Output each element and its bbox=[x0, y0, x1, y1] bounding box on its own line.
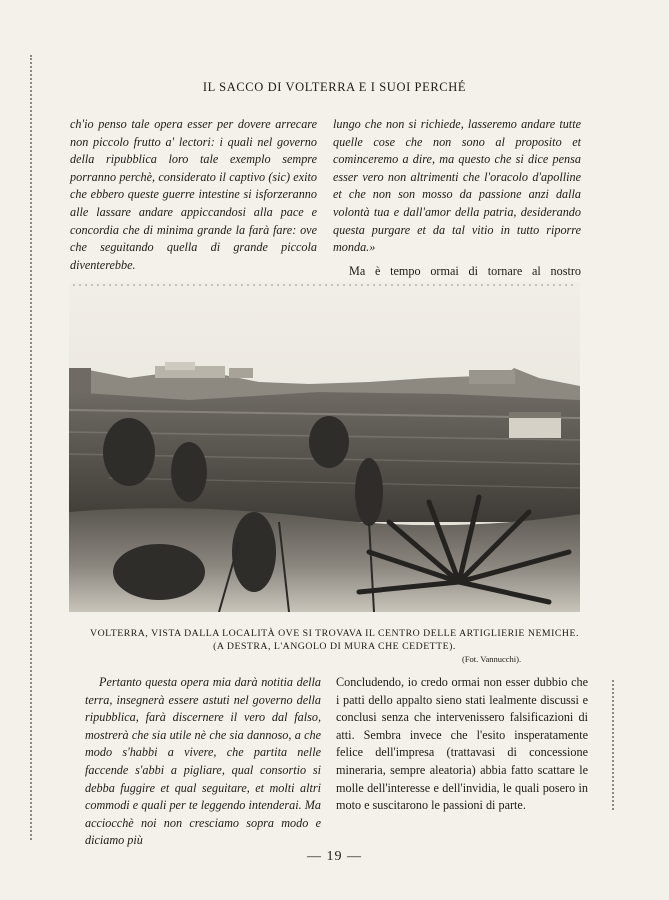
top-left-column bbox=[70, 116, 317, 274]
running-head: IL SACCO DI VOLTERRA E I SUOI PERCHÉ bbox=[202, 80, 467, 94]
photo-credit: (Fot. Vannucchi). bbox=[462, 654, 522, 664]
bottom-left-column bbox=[85, 674, 321, 850]
caption-line-1: VOLTERRA, VISTA DALLA LOCALITÀ OVE SI TROVAVA IL CENTRO DELLE ARTIGLIERIE NEMICHE. bbox=[90, 628, 579, 639]
photo-caption bbox=[60, 627, 609, 653]
top-right-paragraph: Ma è tempo ormai di tornare al nostro bbox=[349, 263, 581, 278]
bottom-right-column bbox=[336, 674, 588, 815]
bottom-left-paragraph: Pertanto questa opera mia darà notitia della terra, insegnerà essere astuti nel governo della ripubblica, farà discernere il vero dal falso, mostrerà che sia utile nè che sia dannoso, a che modo s'habbi a vivere, che partita nelle faccende s'abbi a pigliare, qual consortio si debba fuggire et qual seguitare, et molti altri commodi e quali per te leggendo intenderai. Ma acciocchè noi non cresciamo sopra modo e diciamo più bbox=[85, 675, 321, 848]
volterra-photo bbox=[69, 282, 580, 612]
left-margin-ornament bbox=[30, 55, 32, 840]
top-right-quote: lungo che non si richiede, lasseremo andare tutte quelle cose che non sono al proposito et cominceremo a dire, ma questo che si dice pensa esser vero non altrimenti che l'oracolo d'apolline et che non son mosso da passione anzi dalla volontà tua e dall'amor della patria, desiderando questa purgare et da tal vitio in tutto riporre monda.» bbox=[333, 117, 581, 255]
right-margin-ornament bbox=[612, 680, 614, 810]
caption-line-2: (A DESTRA, L'ANGOLO DI MURA CHE CEDETTE). bbox=[213, 641, 456, 652]
top-left-paragraph: ch'io penso tale opera esser per dovere arrecare non piccolo frutto a' lectori: i quali nel governo della ripubblica loro tale exemplo sempre porranno perchè, considerato il captivo (sic) exito che ebbero queste guerre intestine si isforzeranno alle lassare andare appiccandosi alla pace e concordia che di minima grande la farà fare: ove che seguitando quella di grande piccola diventerebbe. bbox=[70, 117, 317, 272]
bottom-right-paragraph: Concludendo, io credo ormai non esser dubbio che i patti dello appalto sieno stati lealmente discussi e conclusi senza che intervenissero falsificazioni di atti. Sembra invece che l'esito insperatamente felice dell'impresa (trattavasi di concessione mineraria, sempre aleatoria) abbia fatto scattare le molle dell'interesse e dell'invidia, le quali posero in moto e suscitarono le passioni di parte. bbox=[336, 675, 588, 813]
page-number: — 19 — bbox=[307, 849, 362, 864]
landscape-photo-illustration bbox=[69, 282, 580, 612]
top-right-column bbox=[333, 116, 581, 298]
